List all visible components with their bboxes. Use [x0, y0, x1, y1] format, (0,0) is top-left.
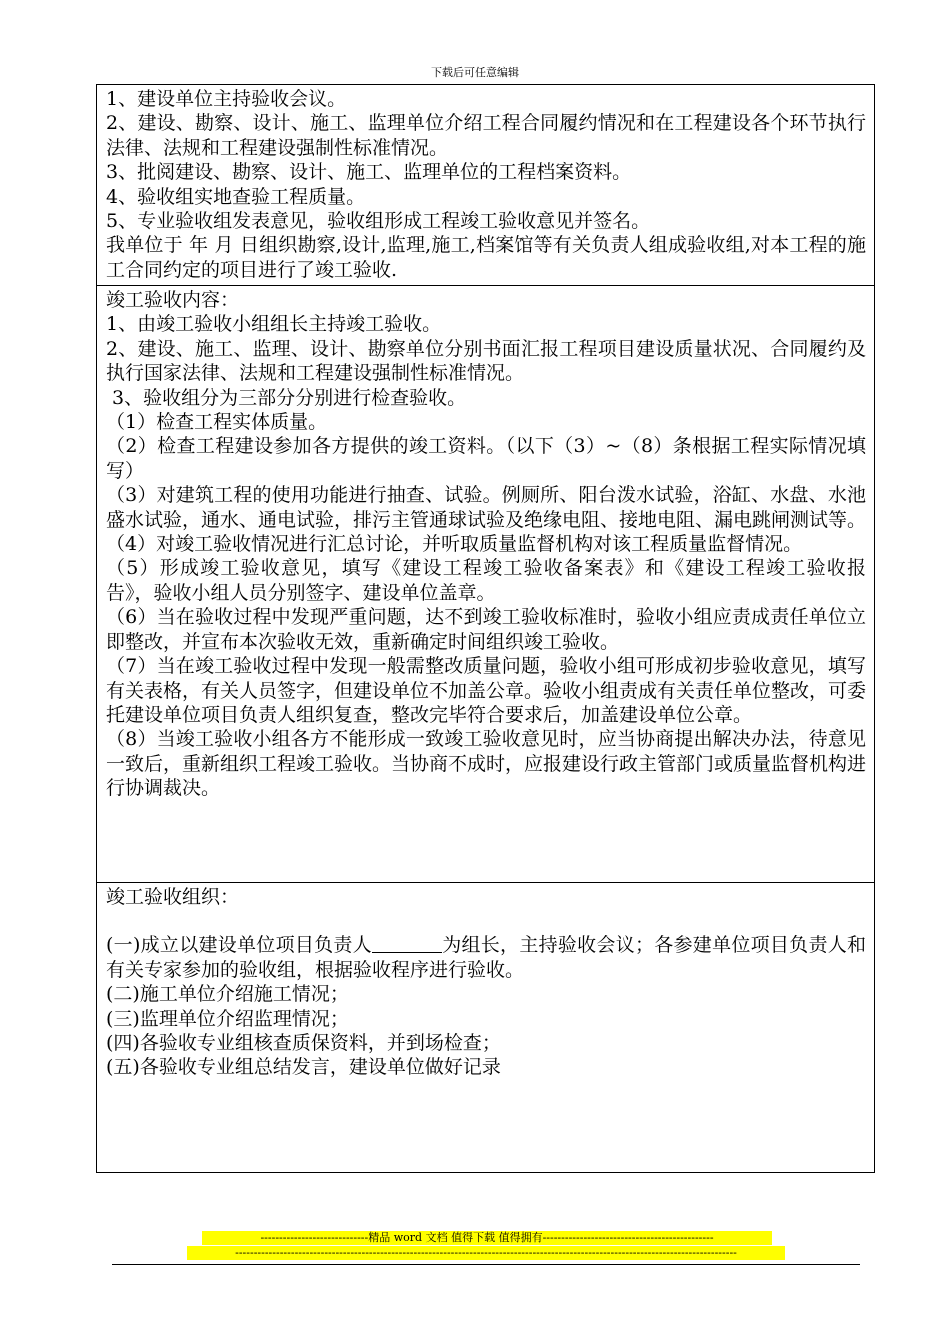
organization-item-2: (二)施工单位介绍施工情况； — [106, 983, 349, 1006]
organization-item-1-before: (一)成立以建设单位项目负责人 — [106, 934, 372, 957]
organization-item-1-after: 为组长，主持验收会议；各参建单位项目负责人和有关专家参加的验收组，根据验收程序进行验收。 — [106, 934, 866, 981]
organization-item-3: (三)监理单位介绍监理情况； — [106, 1007, 349, 1030]
organization-item-5: (五)各验收专业组总结发言，建设单位做好记录 — [106, 1056, 501, 1079]
header-note: 下载后可任意编辑 — [431, 66, 519, 79]
content-subitem-1: （1）检查工程实体质量。 — [106, 411, 328, 434]
procedure-line-2: 2、建设、勘察、设计、施工、监理单位介绍工程合同履约情况和在工程建设各个环节执行法律、法规和工程建设强制性标准情况。 — [106, 112, 866, 159]
content-subitem-5: （5）形成竣工验收意见，填写《建设工程竣工验收备案表》和《建设工程竣工验收报告》，验收小组人员分别签字、建设单位盖章。 — [106, 557, 866, 604]
content-subitem-4: （4）对竣工验收情况进行汇总讨论，并听取质量监督机构对该工程质量监督情况。 — [106, 533, 803, 556]
procedure-statement: 我单位于 年 月 日组织勘察,设计,监理,施工,档案馆等有关负责人组成验收组,对本工程的施工合同约定的项目进行了竣工验收. — [106, 234, 866, 281]
document-table — [96, 84, 875, 1173]
footer-rule — [112, 1264, 860, 1265]
content-item-1: 1、由竣工验收小组组长主持竣工验收。 — [106, 313, 442, 336]
organization-item-1 — [106, 933, 866, 982]
acceptance-organization-heading: 竣工验收组织： — [106, 886, 240, 908]
footer-banner-line-2: --------------------------------------------------------------------------------------------------------------------------------------- — [187, 1246, 785, 1260]
procedure-line-3: 3、批阅建设、勘察、设计、施工、监理单位的工程档案资料。 — [106, 161, 632, 184]
procedure-line-4: 4、验收组实地查验工程质量。 — [106, 185, 366, 208]
acceptance-content-cell — [97, 285, 874, 882]
content-subitem-6: （6）当在验收过程中发现严重问题，达不到竣工验收标准时，验收小组应责成责任单位立即整改，并宣布本次验收无效，重新确定时间组织竣工验收。 — [106, 606, 866, 653]
acceptance-content-heading: 竣工验收内容： — [106, 289, 240, 311]
content-subitem-2: （2）检查工程建设参加各方提供的竣工资料。（以下（3）~（8）条根据工程实际情况填写） — [106, 435, 866, 482]
leader-name-blank — [372, 934, 442, 953]
content-subitem-3: （3）对建筑工程的使用功能进行抽查、试验。例厕所、阳台泼水试验，浴缸、水盘、水池盛水试验，通水、通电试验，排污主管通球试验及绝缘电阻、接地电阻、漏电跳闸测试等。 — [106, 484, 867, 531]
acceptance-organization-cell — [97, 882, 874, 1172]
content-subitem-7: （7）当在竣工验收过程中发现一般需整改质量问题，验收小组可形成初步验收意见，填写有关表格，有关人员签字，但建设单位不加盖公章。验收小组责成有关责任单位整改，可委托建设单位项目负责人组织复查，整改完毕符合要求后，加盖建设单位公章。 — [106, 655, 867, 726]
blank-line — [106, 909, 866, 933]
content-subitem-8: （8）当竣工验收小组各方不能形成一致竣工验收意见时，应当协商提出解决办法，待意见一致后，重新组织工程竣工验收。当协商不成时，应报建设行政主管部门或质量监督机构进行协调裁决。 — [106, 728, 867, 800]
organization-item-4: (四)各验收专业组核查质保资料，并到场检查； — [106, 1032, 501, 1055]
procedure-line-5: 5、专业验收组发表意见，验收组形成工程竣工验收意见并签名。 — [106, 210, 651, 233]
procedure-cell — [97, 85, 874, 285]
procedure-line-1: 1、建设单位主持验收会议。 — [106, 88, 347, 110]
content-item-2: 2、建设、施工、监理、设计、勘察单位分别书面汇报工程项目建设质量状况、合同履约及执行国家法律、法规和工程建设强制性标准情况。 — [106, 337, 866, 385]
content-item-3: 3、验收组分为三部分分别进行检查验收。 — [106, 386, 467, 409]
footer-banner-line-1: -----------------------------精品 word 文档 值得下载 值得拥有---------------------------------------------- — [202, 1231, 772, 1245]
